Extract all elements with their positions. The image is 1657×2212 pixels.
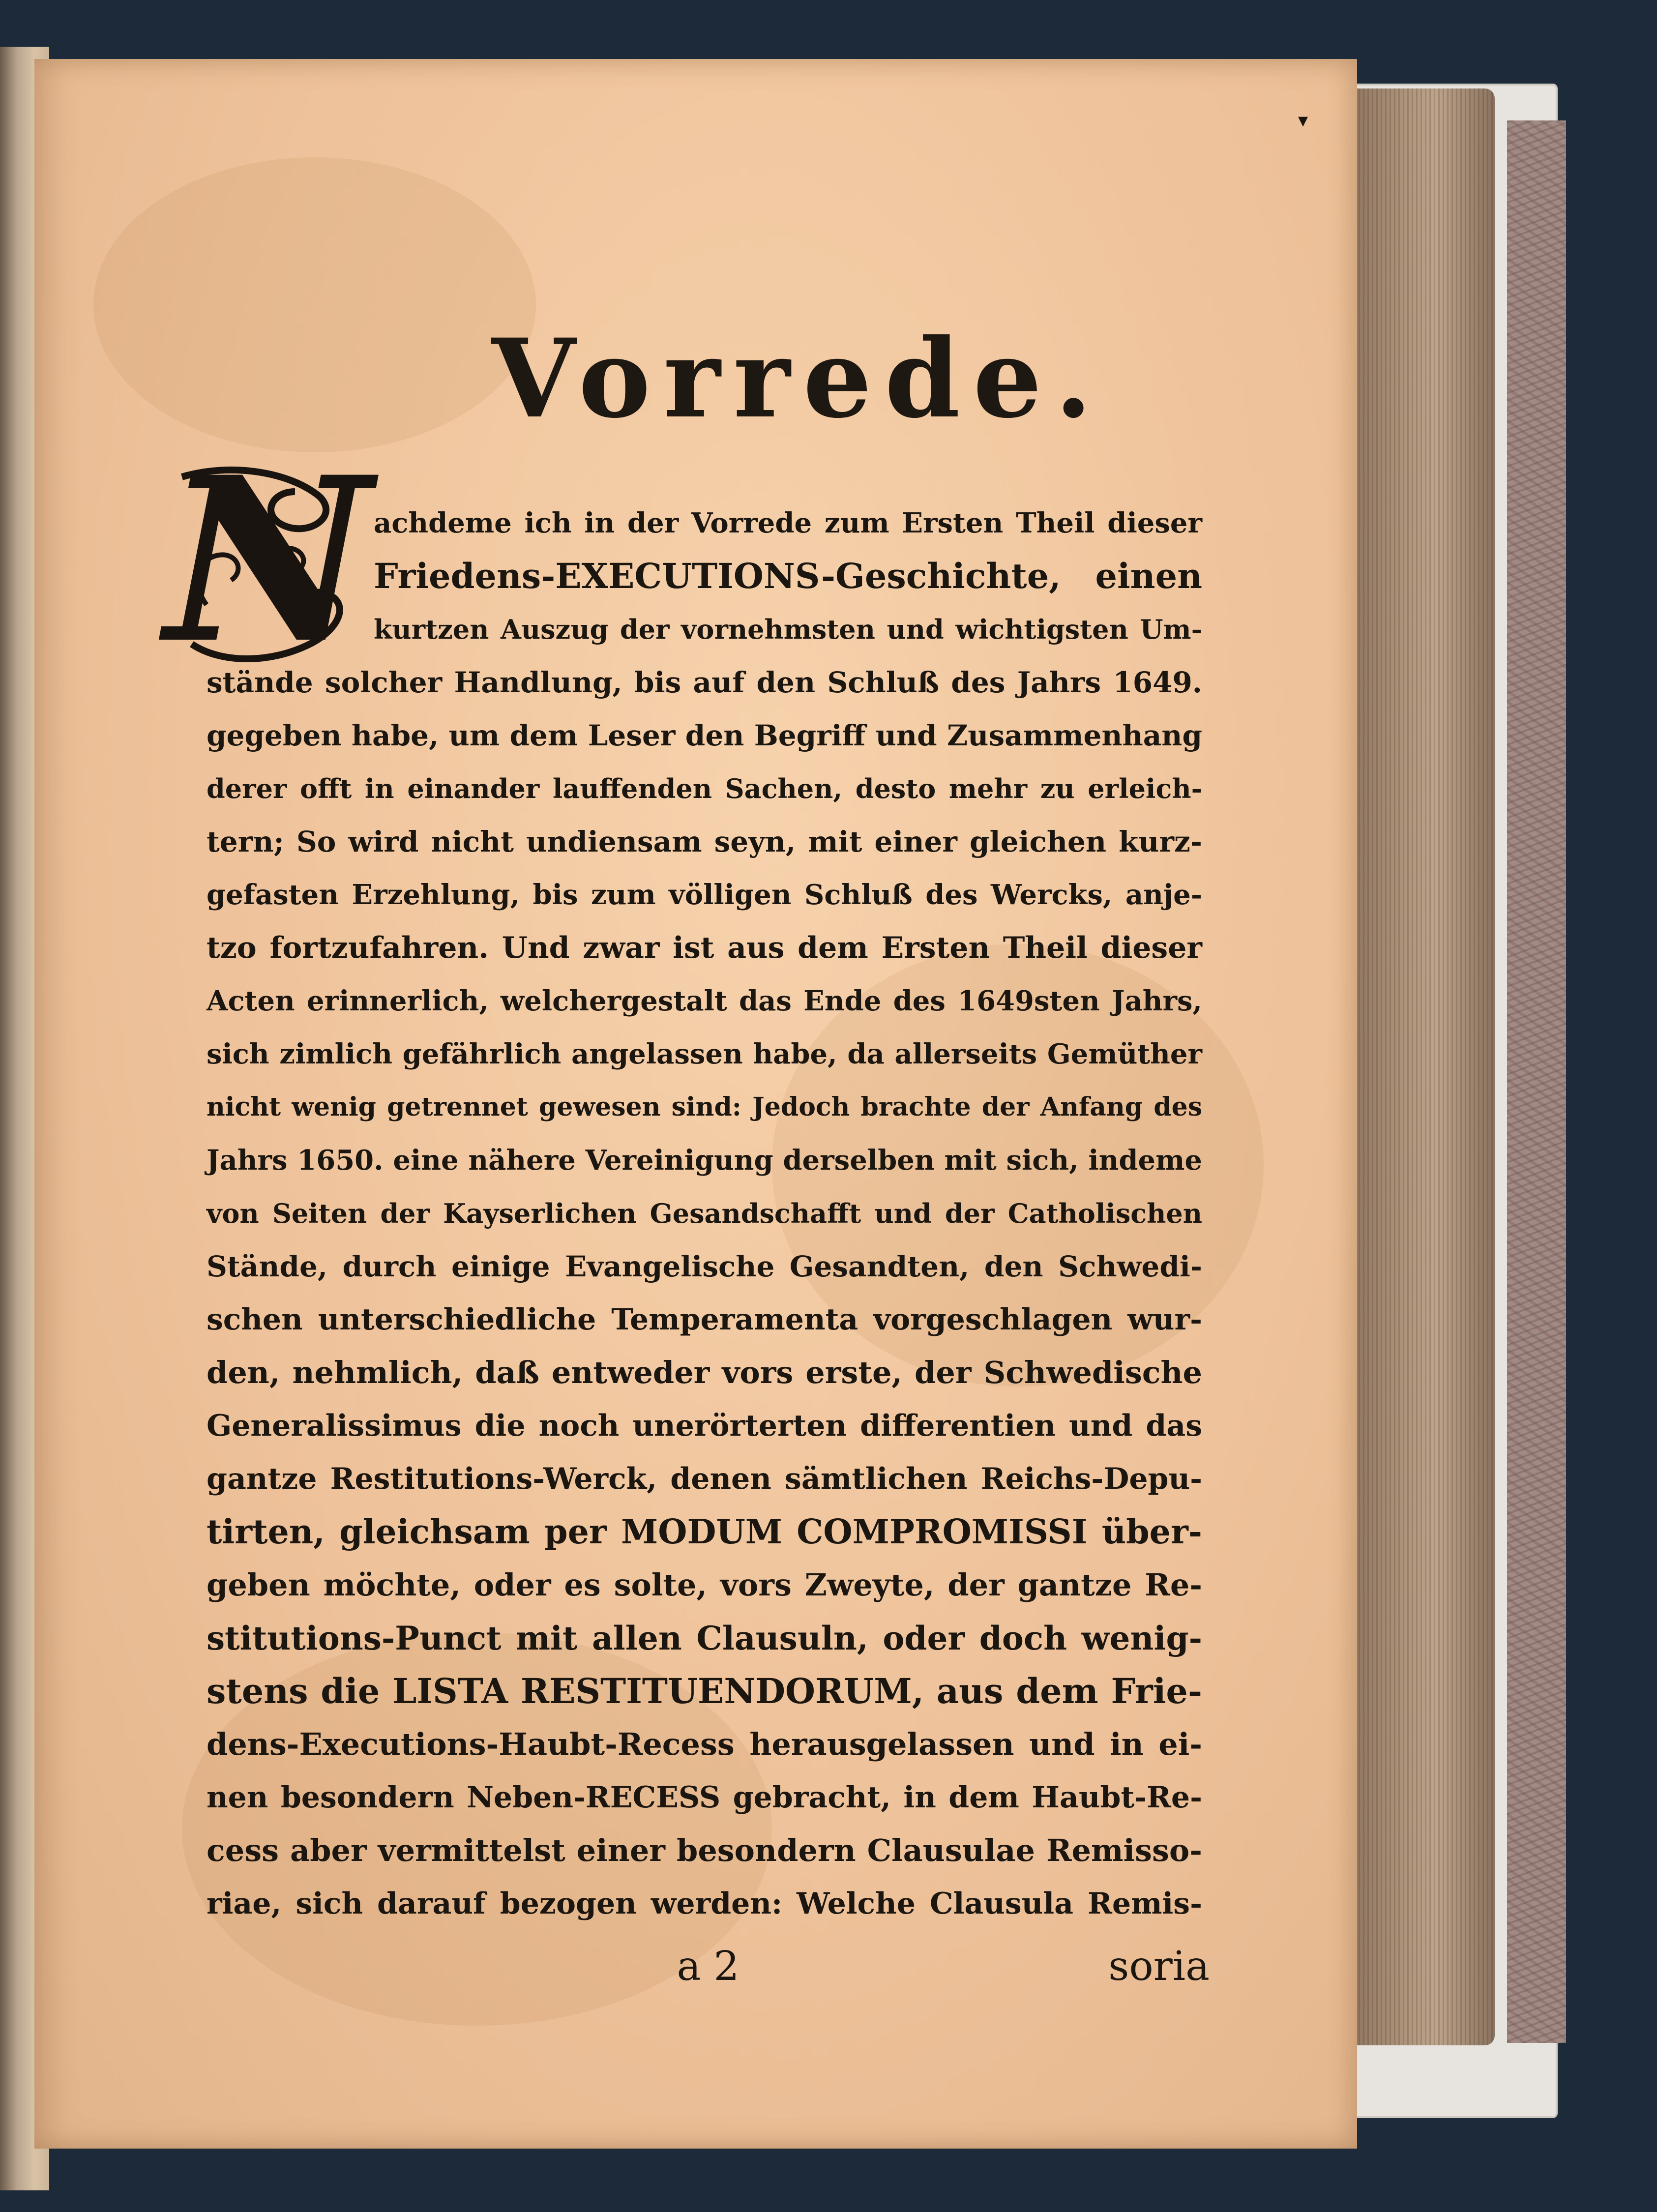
text-line: gegeben habe, um dem Leser den Begriff und Zusammenhang (207, 719, 1202, 752)
text-line: tirten, gleichsam per MODUM COMPROMISSI über- (207, 1512, 1202, 1552)
text-line: gantze Restitutions-Werck, denen sämtlichen Reichs-Depu- (207, 1462, 1202, 1496)
text-line: geben möchte, oder es solte, vors Zweyte, der gantze Re- (207, 1567, 1202, 1603)
text-line: dens-Executions-Haubt-Recess herausgelassen und in ei- (207, 1726, 1202, 1762)
text-line: Acten erinnerlich, welchergestalt das Ende des 1649sten Jahrs, (207, 985, 1202, 1017)
page-stain (93, 157, 536, 452)
catchword: soria (1108, 1943, 1210, 1990)
text-line: stände solcher Handlung, bis auf den Schluß des Jahrs 1649. (207, 666, 1202, 699)
text-line: Jahrs 1650. eine nähere Vereinigung derselben mit sich, indeme (207, 1144, 1202, 1177)
text-line: nen besondern Neben-RECESS gebracht, in dem Haubt-Re- (207, 1780, 1202, 1815)
text-line: derer offt in einander lauffenden Sachen, desto mehr zu erleich- (207, 773, 1202, 804)
marbled-endpaper (1507, 120, 1566, 2043)
text-line: gefasten Erzehlung, bis zum völligen Schluß des Wercks, anje- (207, 879, 1202, 911)
text-line: stitutions-Punct mit allen Clausuln, oder doch wenig- (207, 1619, 1202, 1657)
text-line: nicht wenig getrennet gewesen sind: Jedoch brachte der Anfang des (207, 1092, 1202, 1122)
page-title: Vorrede. (492, 315, 1105, 442)
text-line: tern; So wird nicht undiensam seyn, mit einer gleichen kurz- (207, 825, 1202, 858)
text-line: Generalissimus die noch unerörterten differentien und das (207, 1409, 1202, 1443)
drop-cap-initial: N (165, 428, 372, 693)
corner-mark: ▾ (1298, 109, 1308, 132)
text-line: cess aber vermittelst einer besondern Clausulae Remisso- (207, 1832, 1202, 1868)
text-line: den, nehmlich, daß entweder vors erste, der Schwedische (207, 1355, 1202, 1390)
text-line: Friedens-EXECUTIONS-Geschichte, einen (374, 556, 1202, 596)
text-line: tzo fortzufahren. Und zwar ist aus dem Ersten Theil dieser (207, 931, 1202, 965)
text-line: achdeme ich in der Vorrede zum Ersten Theil dieser (374, 507, 1202, 539)
text-line: schen unterschiedliche Temperamenta vorgeschlagen wur- (207, 1302, 1202, 1337)
text-line: von Seiten der Kayserlichen Gesandschafft und der Catholischen (207, 1198, 1202, 1229)
text-line: riae, sich darauf bezogen werden: Welche Clausula Remis- (207, 1887, 1202, 1921)
text-line: kurtzen Auszug der vornehmsten und wichtigsten Um- (374, 614, 1202, 645)
text-line: stens die LISTA RESTITUENDORUM, aus dem Frie- (207, 1671, 1202, 1711)
text-line: sich zimlich gefährlich angelassen habe, da allerseits Gemüther (207, 1038, 1202, 1070)
text-line: Stände, durch einige Evangelische Gesandten, den Schwedi- (207, 1250, 1202, 1283)
signature-mark: a 2 (677, 1943, 740, 1990)
